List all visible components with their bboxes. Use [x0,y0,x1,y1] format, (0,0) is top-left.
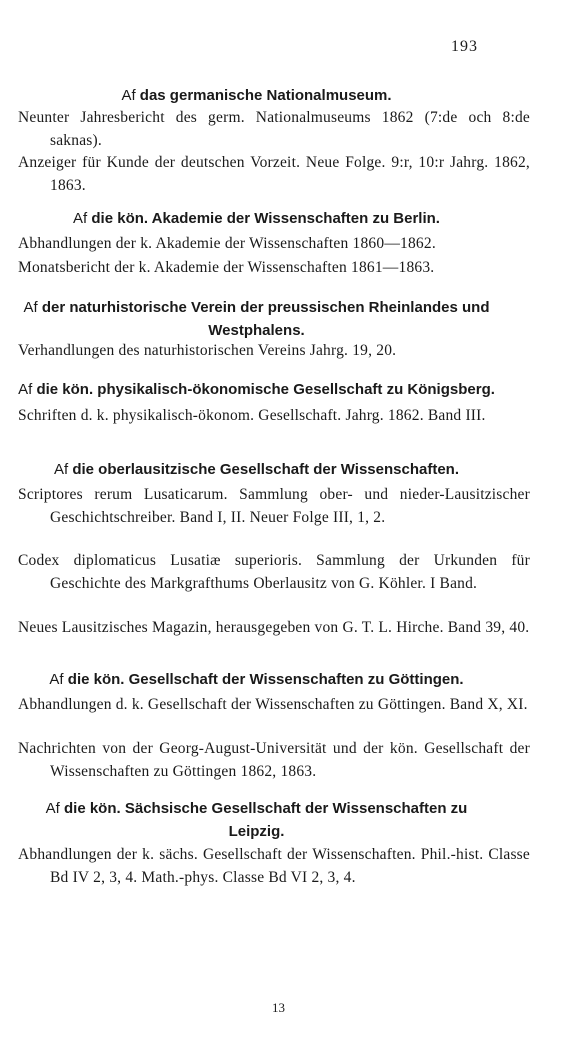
heading-text: die kön. Akademie der Wissenschaften zu Berlin. [91,210,440,227]
entry-abhandlungen-berlin: Abhandlungen der k. Akademie der Wissenschaften 1860—1862. [18,235,436,252]
entry-anzeiger: Anzeiger für Kunde der deutschen Vorzeit. Neue Folge. 9:r, 10:r Jahrg. 1862, 1863. [18,154,530,194]
entry-abhandlungen-goettingen: Abhandlungen d. k. Gesellschaft der Wissenschaften zu Göttingen. Band X, XI. [18,696,528,713]
heading-prefix: Af [121,87,136,104]
heading-prefix: Af [53,461,69,478]
entry-schriften: Schriften d. k. physikalisch-ökonom. Gesellschaft. Jahrg. 1862. Band III. [18,407,486,424]
heading-text: der naturhistorische Verein der preussischen Rheinlandes und Westphalens. [41,299,490,339]
section-heading-leipzig [18,797,495,843]
entry-nachrichten: Nachrichten von der Georg-August-Universität und der kön. Gesellschaft der Wissenschaften zu Göttingen 1862, 1863. [18,740,530,780]
heading-text: die kön. Sächsische Gesellschaft der Wissenschaften zu Leipzig. [64,800,468,840]
section-heading-goettingen [18,668,495,691]
heading-text: die kön. Gesellschaft der Wissenschaften zu Göttingen. [67,671,464,688]
entry-jahresbericht: Neunter Jahresbericht des germ. Nationalmuseums 1862 (7:de och 8:de saknas). [18,109,530,149]
signature-mark: 13 [272,1000,285,1015]
heading-prefix: Af [18,381,33,398]
entry-monatsbericht: Monatsbericht der k. Akademie der Wissenschaften 1861—1863. [18,259,435,276]
entry-magazin: Neues Lausitzisches Magazin, herausgegeben von G. T. L. Hirche. Band 39, 40. [18,619,530,636]
entry-scriptores: Scriptores rerum Lusaticarum. Sammlung ober- und nieder-Lausitzischer Geschichtschreiber. Band I, II. Neuer Folge III, 1, 2. [18,486,530,526]
heading-text: die kön. physikalisch-ökonomische Gesellschaft zu Königsberg. [36,381,495,398]
heading-text: das germanische Nationalmuseum. [139,87,392,104]
entry-abhandlungen-leipzig: Abhandlungen der k. sächs. Gesellschaft der Wissenschaften. Phil.-hist. Classe Bd IV 2, 3, 4. Math.-phys. Classe Bd VI 2, 3, 4. [18,846,530,886]
page-number: 193 [451,38,478,55]
entry-verhandlungen: Verhandlungen des naturhistorischen Vereins Jahrg. 19, 20. [18,342,397,359]
heading-prefix: Af [73,210,88,227]
entry-codex: Codex diplomaticus Lusatiæ superioris. Sammlung der Urkunden für Geschichte des Markgrafthums Oberlausitz von G. Köhler. I Band. [18,552,530,592]
section-heading-rheinlandes [18,296,495,342]
section-heading-berlin [18,207,495,230]
heading-prefix: Af [23,299,38,316]
section-heading-oberlausitz [18,458,495,481]
heading-prefix: Af [49,671,64,688]
section-heading-koenigsberg [18,378,495,401]
heading-text: die oberlausitzische Gesellschaft der Wissenschaften. [72,461,460,478]
section-heading-nationalmuseum [18,84,495,107]
heading-prefix: Af [45,800,60,817]
